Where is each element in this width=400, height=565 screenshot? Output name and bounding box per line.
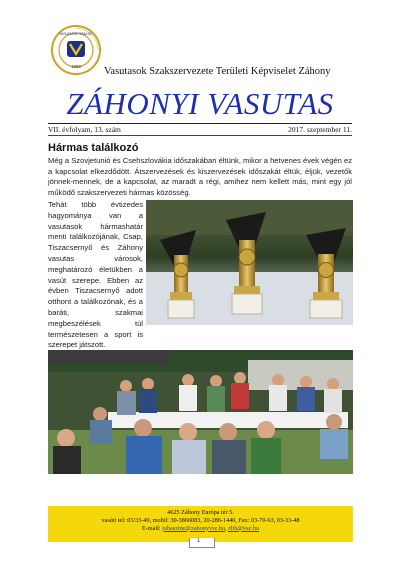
page-number: 1 (197, 538, 201, 544)
footer-email-label: E-mail: (141, 524, 161, 532)
masthead-title: ZÁHONYI VASUTAS (66, 86, 334, 121)
footer-email-separator: , (224, 524, 229, 532)
footer-phones: vasúti tel: 03/33-49, mobil: 30-3866083, 20-286-1440, Fax: 03-70-63, 03-33-48 (101, 516, 300, 524)
issue-bar (48, 123, 352, 136)
footer-email-link-1[interactable]: juhaszine@zahonyvsz.hu (162, 524, 225, 532)
article-body: Tehát több évtizedes hagyománya van a vasutasok hármashatár menti találkozójának, Csap, Tiszacsernyő és Záhony vasutas városok, meghatározó életükben a vasút szerepe. Ebben az évben Tiszacsernyő adott otthont a találkozónak, és a baráti, szakmai megbeszélések túl természetesen a sport is szerepet játszott. (48, 200, 143, 350)
svg-text:VASUTASOK SZAKSZ.: VASUTASOK SZAKSZ. (59, 32, 93, 36)
issue-volume: VII. évfolyam, 13. szám (48, 125, 121, 134)
page-number-tab (189, 538, 215, 548)
organization-name: Vasutasok Szakszervezete Területi Képviselet Záhony (104, 66, 331, 77)
footer-email-line (48, 525, 353, 533)
footer-contact (48, 506, 353, 542)
issue-date: 2017. szeptember 11. (288, 125, 352, 134)
article-lead: Még a Szovjetunió és Csehszlovákia időszakában éltünk, mikor a hetvenes évek végén ez a kapcsolat elkezdődött. Átszervezések és kiszervezések időszakát éltük, éljük, vezetők jönnek-mennek, de a kapcsolat, az maradt a régi, amihez nem kellett más, mint egy jól működő szakszervezeti hármas közösség. (48, 156, 352, 197)
trophies-photo (146, 200, 353, 325)
footer-address: 4625 Záhony Európa tér 5. (167, 509, 234, 516)
union-logo-icon (50, 24, 102, 76)
footer-email-link-2[interactable]: zlth@vsz.hu (228, 524, 260, 532)
group-photo (48, 350, 353, 474)
svg-text:1898: 1898 (71, 64, 81, 69)
article-title: Hármas találkozó (48, 142, 139, 154)
